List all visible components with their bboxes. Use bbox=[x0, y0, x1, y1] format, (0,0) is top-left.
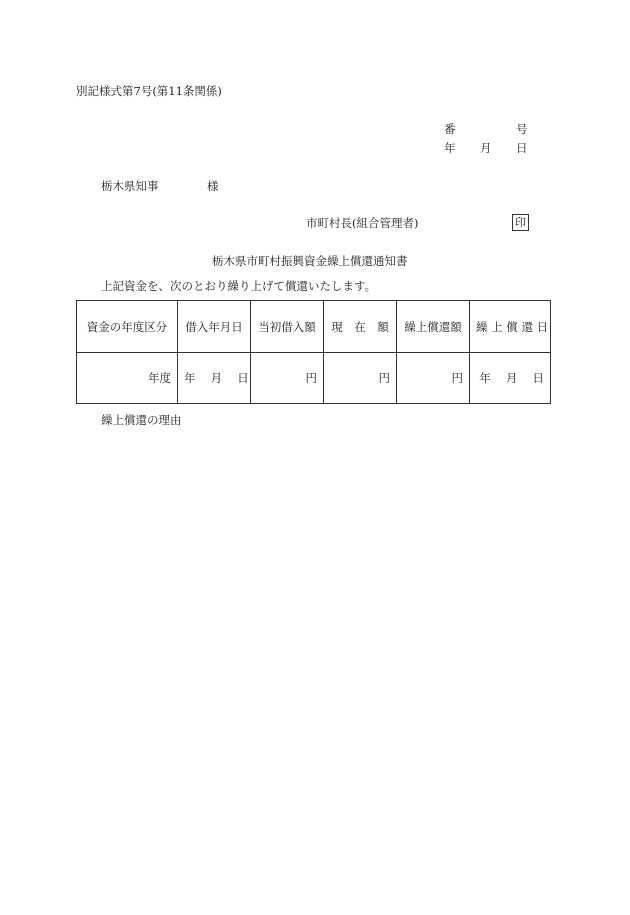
header-prepayment-amount: 繰上償還額 bbox=[397, 301, 470, 353]
table-header-row bbox=[77, 301, 551, 353]
cell-prepayment-date: 年 月 日 bbox=[470, 353, 551, 404]
cell-initial-amount: 円 bbox=[251, 353, 324, 404]
sender-title: 市町村長(組合管理者) bbox=[306, 216, 419, 230]
cell-current-amount: 円 bbox=[324, 353, 397, 404]
number-label: 番 bbox=[444, 122, 456, 136]
cell-prepayment-amount: 円 bbox=[397, 353, 470, 404]
header-prepayment-date: 繰 上 償 還 日 bbox=[470, 301, 551, 353]
document-title: 栃木県市町村振興資金繰上償還通知書 bbox=[212, 254, 408, 268]
date-month: 月 bbox=[480, 141, 492, 155]
number-suffix: 号 bbox=[516, 122, 528, 136]
cell-fiscal-year: 年度 bbox=[77, 353, 178, 404]
intro-text: 上記資金を、次のとおり繰り上げて償還いたします。 bbox=[101, 279, 377, 293]
cell-borrow-date: 年 月 日 bbox=[178, 353, 251, 404]
header-fiscal-year: 資金の年度区分 bbox=[77, 301, 178, 353]
addressee-honorific: 様 bbox=[207, 179, 219, 193]
date-year: 年 bbox=[444, 141, 456, 155]
reason-label: 繰上償還の理由 bbox=[101, 413, 182, 427]
header-borrow-date: 借入年月日 bbox=[178, 301, 251, 353]
addressee-name: 栃木県知事 bbox=[101, 179, 159, 193]
date-day: 日 bbox=[516, 141, 528, 155]
form-label: 別記様式第7号(第11条関係) bbox=[76, 84, 222, 98]
header-current-amount: 現 在 額 bbox=[324, 301, 397, 353]
seal-mark: 印 bbox=[512, 214, 529, 231]
repayment-table bbox=[76, 300, 551, 404]
header-initial-amount: 当初借入額 bbox=[251, 301, 324, 353]
table-row bbox=[77, 353, 551, 404]
